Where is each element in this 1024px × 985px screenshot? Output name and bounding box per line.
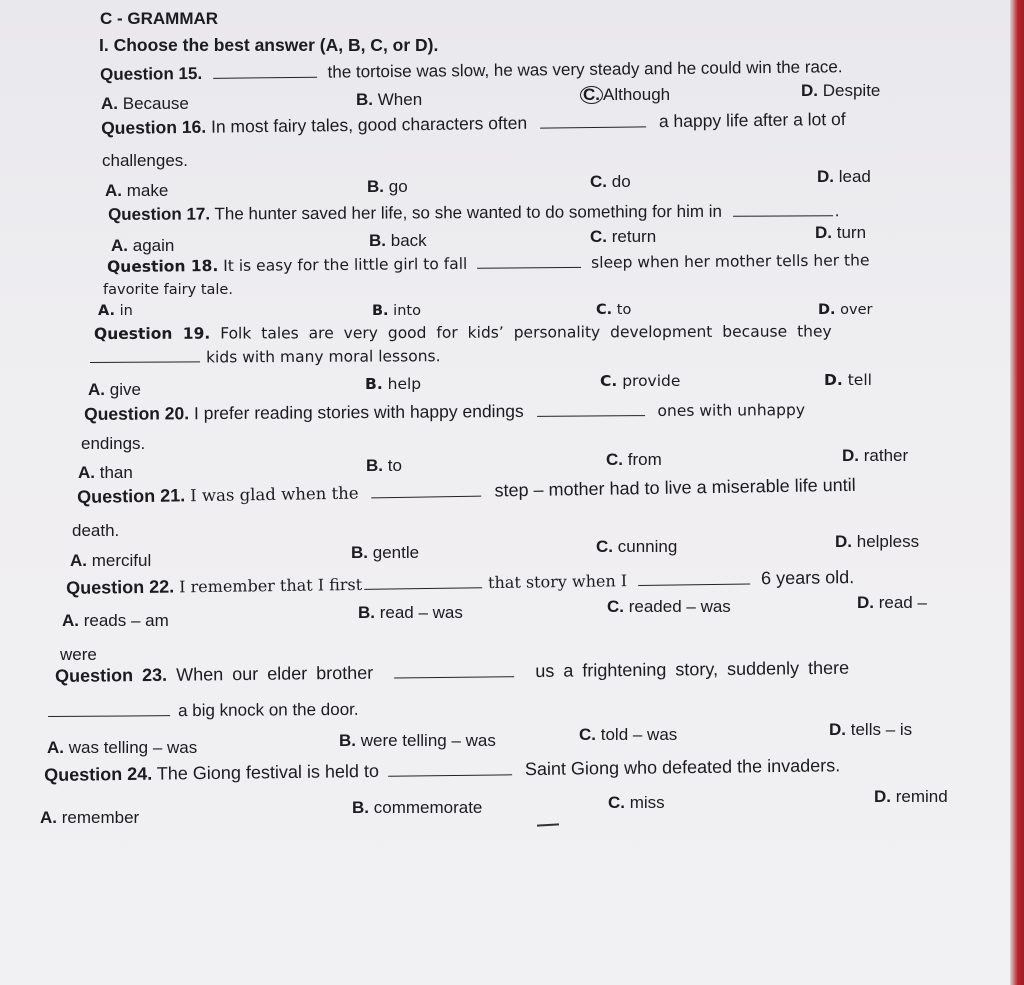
q23-option-d: D. tells – is xyxy=(829,720,913,739)
q18-option-a: A. in xyxy=(98,303,133,319)
q17-option-b: B. back xyxy=(369,231,427,250)
q23-option-a: A. was telling – was xyxy=(47,738,198,757)
q15-option-b: B. When xyxy=(356,90,423,109)
q16-option-c: C. do xyxy=(590,172,631,191)
pen-mark xyxy=(537,823,559,826)
question-label: Question 18. xyxy=(107,257,219,276)
question-23-cont: a big knock on the door. xyxy=(48,700,359,722)
answer-blank xyxy=(364,586,482,590)
answer-blank xyxy=(394,675,514,678)
q21-option-c: C. cunning xyxy=(596,537,678,556)
section-title: C - GRAMMAR xyxy=(100,9,219,28)
question-label: Question 20. xyxy=(84,403,190,424)
question-label: Question 17. xyxy=(108,204,211,224)
question-22: Question 22. I remember that I first that story when I 6 years old. xyxy=(66,566,855,598)
question-19-cont: kids with many moral lessons. xyxy=(90,347,441,367)
q21-option-a: A. merciful xyxy=(70,551,152,570)
q22-option-c: C. readed – was xyxy=(607,597,731,616)
question-21-cont: death. xyxy=(72,521,120,540)
answer-blank xyxy=(48,714,170,717)
question-19: Question 19. Folk tales are very good for kids’ personality development because they xyxy=(94,322,832,343)
question-18: Question 18. It is easy for the little girl to fall sleep when her mother tells her the xyxy=(107,251,870,276)
question-17: Question 17. The hunter saved her life, so she wanted to do something for him in . xyxy=(108,201,840,224)
answer-blank xyxy=(388,773,512,777)
q21-option-b: B. gentle xyxy=(351,543,420,562)
answer-blank xyxy=(90,360,200,363)
question-label: Question 24. xyxy=(44,763,153,785)
question-24: Question 24. The Giong festival is held to Saint Giong who defeated the invaders. xyxy=(44,755,841,785)
question-text: the tortoise was slow, he was very steady and he could win the race. xyxy=(327,57,843,82)
answer-blank xyxy=(372,495,482,499)
answer-blank xyxy=(477,266,581,269)
q15-option-c: C. Although xyxy=(580,85,670,105)
q22-option-d-cont: were xyxy=(60,645,97,664)
question-16: Question 16. In most fairy tales, good characters often a happy life after a lot of xyxy=(101,108,846,138)
q19-option-d: D. tell xyxy=(824,371,872,389)
question-18-cont: favorite fairy tale. xyxy=(103,282,233,298)
question-label: Question 15. xyxy=(100,63,203,84)
q17-option-a: A. again xyxy=(111,236,175,255)
q15-option-a: A. Because xyxy=(101,94,189,113)
q16-option-d: D. lead xyxy=(817,167,871,186)
question-16-cont: challenges. xyxy=(102,151,189,170)
q24-option-c: C. miss xyxy=(608,793,665,812)
question-label: Question 19. xyxy=(94,324,211,343)
q16-option-b: B. go xyxy=(367,177,408,196)
circled-answer-mark: C. xyxy=(580,86,603,104)
q22-option-a: A. reads – am xyxy=(62,611,169,630)
question-label: Question 23. xyxy=(55,664,168,686)
instruction: I. Choose the best answer (A, B, C, or D). xyxy=(99,35,439,55)
q24-option-d: D. remind xyxy=(874,787,948,806)
q16-option-a: A. make xyxy=(105,181,169,200)
q20-option-a: A. than xyxy=(78,463,133,482)
q18-option-d: D. over xyxy=(818,302,873,318)
question-label: Question 22. xyxy=(66,576,175,598)
q17-option-c: C. return xyxy=(590,227,657,246)
q15-option-d: D. Despite xyxy=(801,81,881,100)
q23-option-b: B. were telling – was xyxy=(339,731,496,750)
answer-blank xyxy=(537,414,645,417)
q19-option-a: A. give xyxy=(88,380,141,399)
q20-option-d: D. rather xyxy=(842,446,909,465)
question-23: Question 23. When our elder brother us a frightening story, suddenly there xyxy=(55,657,850,686)
answer-blank xyxy=(540,125,646,128)
answer-blank xyxy=(638,582,750,586)
question-label: Question 21. xyxy=(77,485,186,507)
q20-option-b: B. to xyxy=(366,456,402,475)
q17-option-d: D. turn xyxy=(815,223,867,242)
q19-option-c: C. provide xyxy=(600,372,681,390)
q20-option-c: C. from xyxy=(606,450,662,469)
question-15 xyxy=(100,57,843,85)
q18-option-b: B. into xyxy=(372,303,421,319)
question-label: Question 16. xyxy=(101,116,207,138)
answer-blank xyxy=(733,214,833,217)
q19-option-b: B. help xyxy=(365,375,422,393)
q22-option-d: D. read – xyxy=(857,593,927,612)
question-20: Question 20. I prefer reading stories with happy endings ones with unhappy xyxy=(84,400,806,424)
question-20-cont: endings. xyxy=(81,434,146,453)
page-edge xyxy=(1010,0,1024,985)
q22-option-b: B. read – was xyxy=(358,603,463,622)
q23-option-c: C. told – was xyxy=(579,725,678,744)
question-21: Question 21. I was glad when the step – mother had to live a miserable life until xyxy=(77,474,856,507)
q21-option-d: D. helpless xyxy=(835,532,920,551)
q24-option-b: B. commemorate xyxy=(352,798,483,817)
q18-option-c: C. to xyxy=(596,302,632,318)
q24-option-a: A. remember xyxy=(40,808,140,827)
answer-blank xyxy=(213,76,317,79)
